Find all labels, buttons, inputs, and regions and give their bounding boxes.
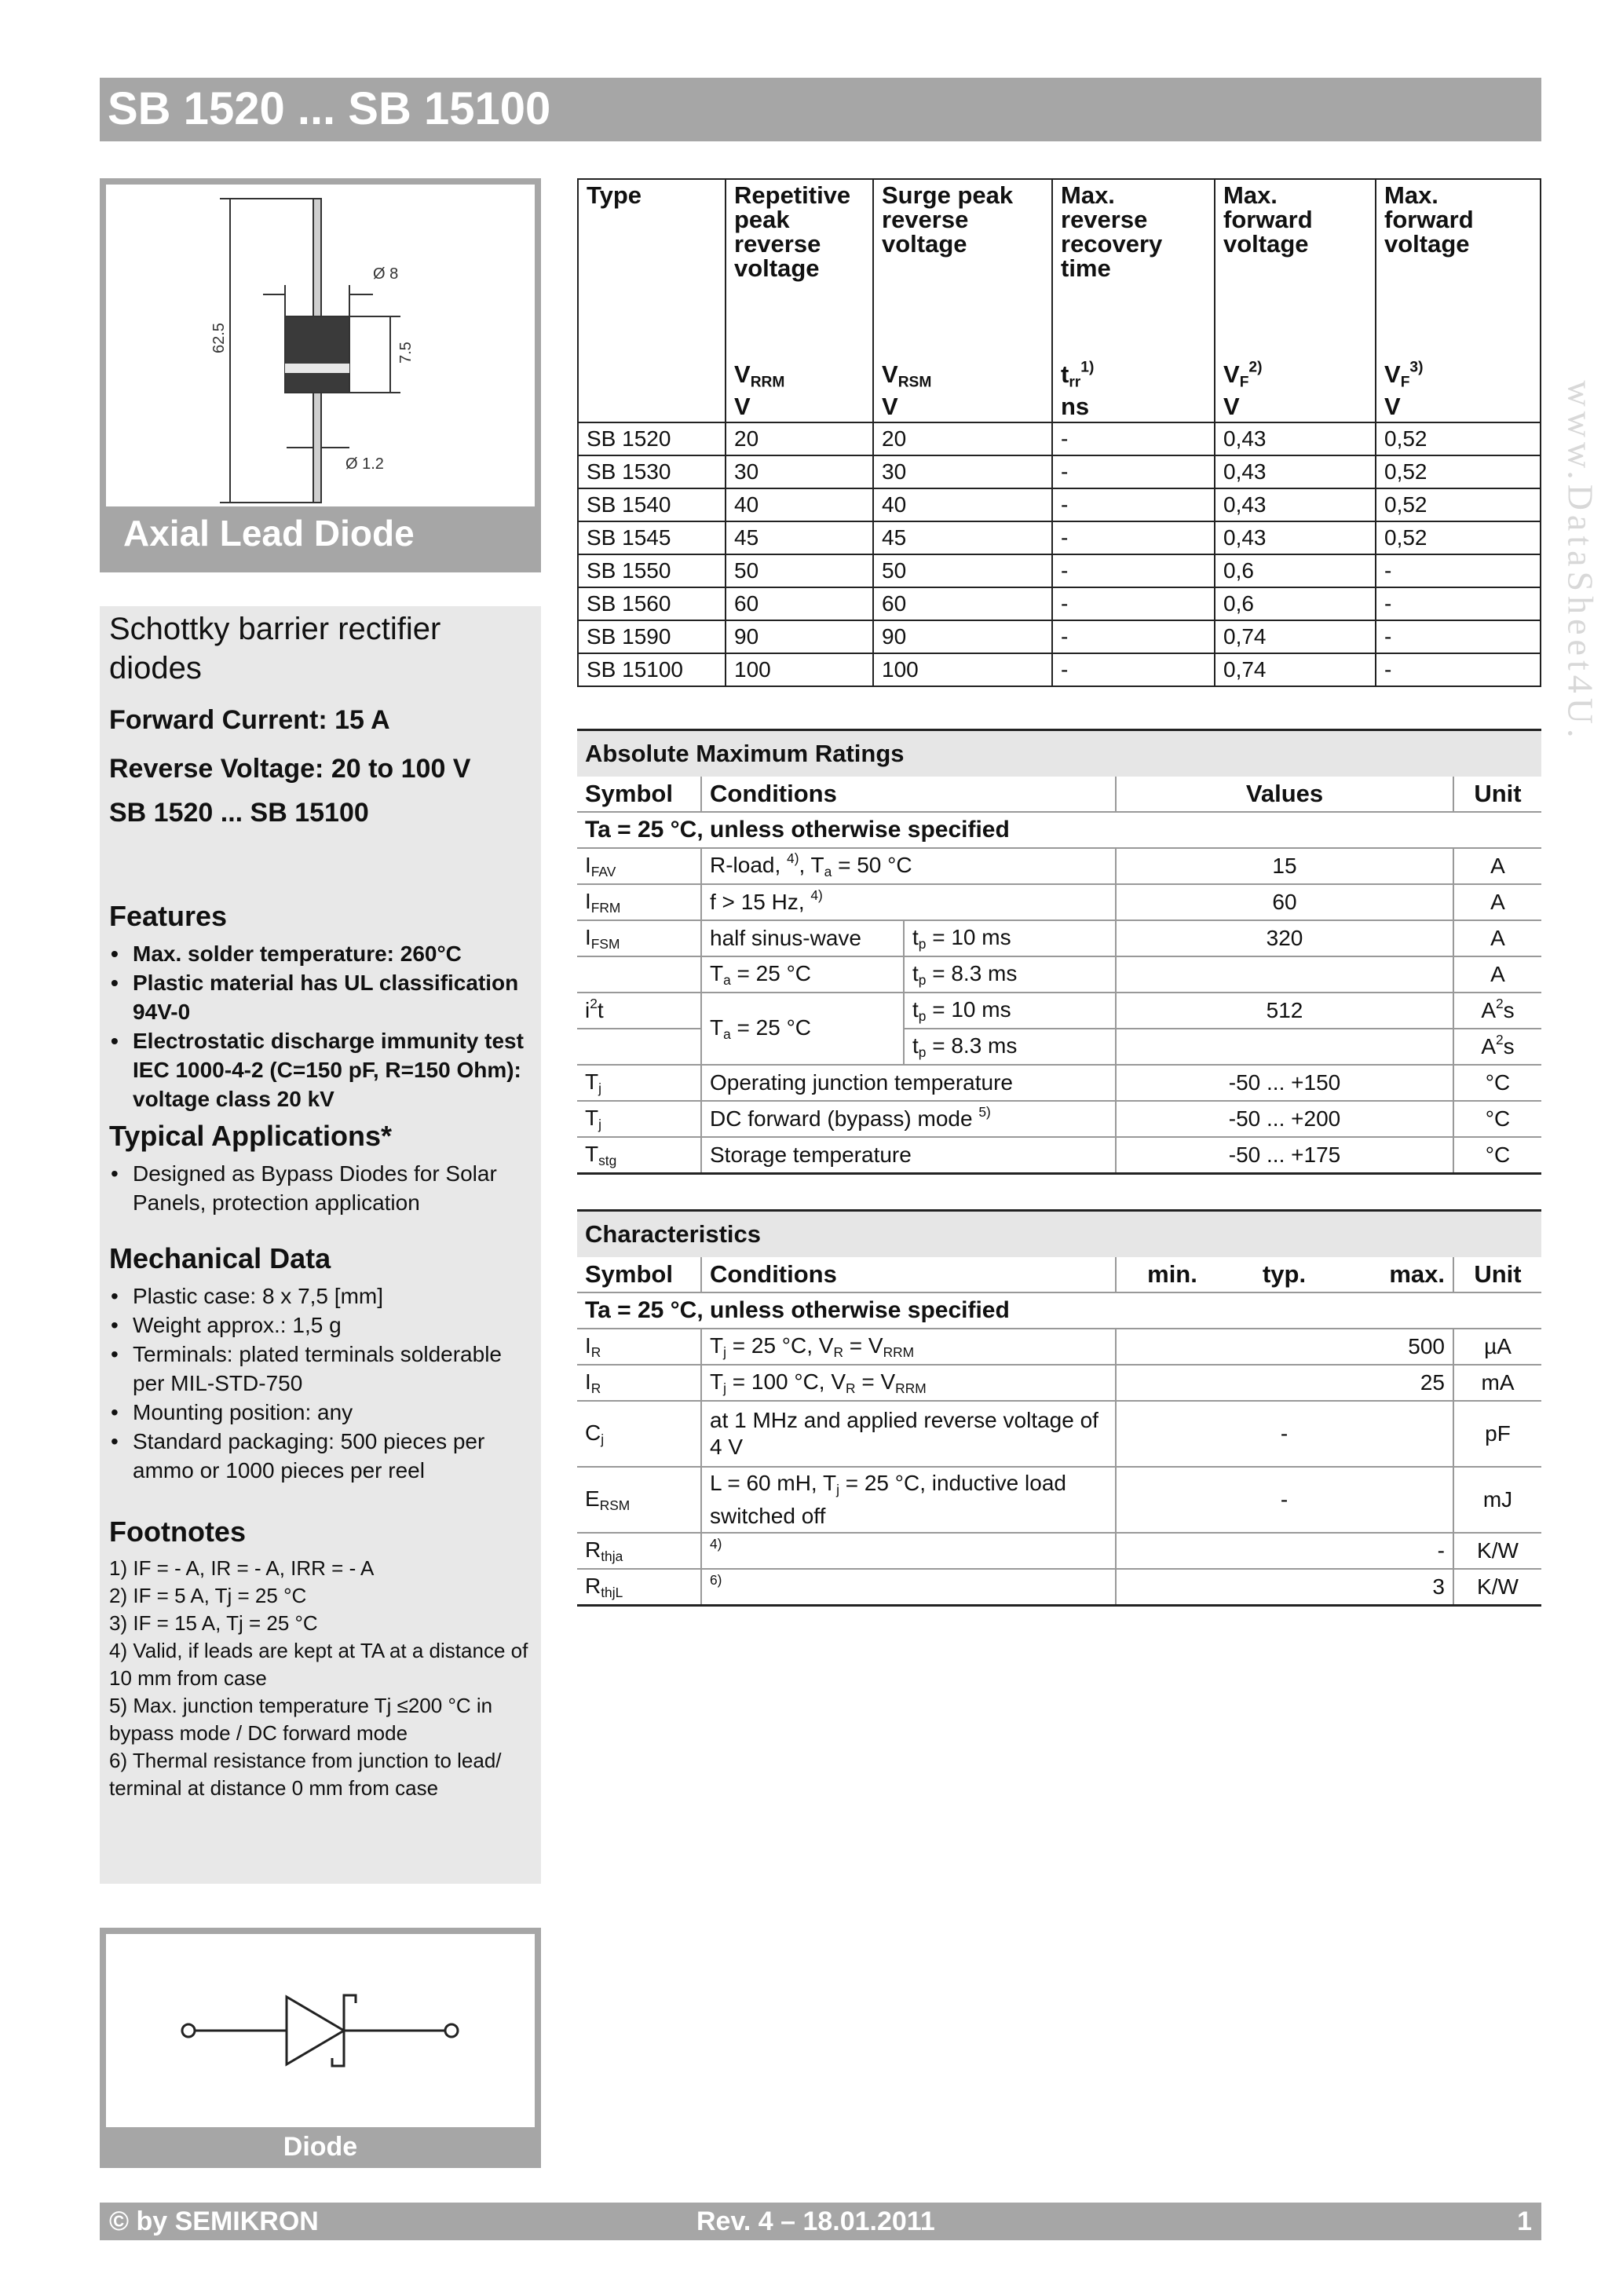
footnote-3: 3) IF = 15 A, Tj = 25 °C [109,1611,318,1635]
characteristics-table [577,1209,1541,1607]
table-cell: - [1376,587,1541,620]
type-table-header [578,179,1541,422]
footnote-1: 1) IF = - A, IR = - A, IRR = - A [109,1556,375,1580]
table-cell: - [1052,455,1215,488]
table-cell: - [1376,554,1541,587]
package-box [100,178,541,572]
table-row: $R_{thjL}$ $^{6)}$ 3 K/W [577,1569,1541,1606]
type-table-body [578,422,1541,686]
dim-diameter: Ø 8 [373,265,399,283]
table-row [578,488,1541,521]
table-caption: Characteristics [577,1211,1541,1258]
table-row [578,422,1541,455]
table-cell: 0,6 [1215,587,1376,620]
table-cell: - [1376,653,1541,686]
table-cell: 30 [873,455,1052,488]
table-cell: 0,52 [1376,455,1541,488]
table-row: $I_R$ $T_j = 100$ °C, $V_R = V_{RRM}$ 25 mA [577,1365,1541,1401]
table-cell: 0,52 [1376,488,1541,521]
table-cell: 0,43 [1215,521,1376,554]
list-item: • Plastic case: 8 x 7,5 [mm] [109,1281,530,1311]
info-panel [100,606,541,1884]
table-cell: SB 1530 [578,455,726,488]
table-subheader: Ta = 25 °C, unless otherwise specified [577,1292,1541,1329]
table-row: $I_{FSM}$ half sinus-wave $t_p = 10$ ms 320 A [577,920,1541,956]
dim-body: 7.5 [397,342,415,364]
table-row: $E_{RSM}$ L = 60 mH, $T_j = 25$ °C, inductive load switched off - mJ [577,1467,1541,1533]
table-cell: 30 [726,455,873,488]
table-cell: 60 [726,587,873,620]
table-cell: SB 1545 [578,521,726,554]
table-cell: SB 15100 [578,653,726,686]
table-subheader: Ta = 25 °C, unless otherwise specified [577,812,1541,848]
table-caption: Absolute Maximum Ratings [577,730,1541,777]
table-row: $C_j$ at 1 MHz and applied reverse voltage of 4 V - pF [577,1401,1541,1467]
table-cell: 20 [873,422,1052,455]
table-cell: 0,52 [1376,521,1541,554]
footer-copyright: © by SEMIKRON [109,2206,319,2236]
table-row [578,554,1541,587]
table-cell: 90 [873,620,1052,653]
applications-title: Typical Applications* [109,1120,393,1152]
table-row: $R_{thja}$ $^{4)}$ - K/W [577,1533,1541,1569]
footnotes-title: Footnotes [109,1515,246,1548]
reverse-voltage: Reverse Voltage: 20 to 100 V [109,754,471,784]
table-cell: 90 [726,620,873,653]
table-cell: SB 1540 [578,488,726,521]
table-cell: SB 1560 [578,587,726,620]
product-description: Schottky barrier rectifier diodes [109,612,441,686]
footer-revision: Rev. 4 – 18.01.2011 [696,2206,935,2236]
table-cell: SB 1550 [578,554,726,587]
table-cell: 40 [726,488,873,521]
list-item: • Designed as Bypass Diodes for Solar Panels, protection application [109,1159,530,1217]
list-item: • Terminals: plated terminals solderable per MIL-STD-750 [109,1340,530,1398]
table-cell: - [1052,422,1215,455]
symbol-drawing [106,1934,535,2127]
table-cell: - [1052,587,1215,620]
footnotes [109,1555,533,1802]
table-cell: - [1052,521,1215,554]
table-cell: 40 [873,488,1052,521]
footer-page-number: 1 [1517,2206,1532,2236]
footer [100,2203,1541,2240]
table-cell: 45 [726,521,873,554]
list-item: • Standard packaging: 500 pieces per ammo or 1000 pieces per reel [109,1427,530,1485]
footnote-6: 6) Thermal resistance from junction to lead/ terminal at distance 0 mm from case [109,1749,502,1800]
forward-current: Forward Current: 15 A [109,705,390,735]
table-cell: 0,74 [1215,620,1376,653]
table-cell: 100 [726,653,873,686]
table-header: Symbol Conditions min. typ. max. Unit [577,1257,1541,1292]
table-header: Symbol Conditions Values Unit [577,777,1541,812]
table-cell: 50 [726,554,873,587]
features-title: Features [109,900,228,932]
table-row [578,653,1541,686]
axial-diode-outline-icon [106,185,535,506]
header-cell: Repetitive peak reverse voltage $V_{RRM}$ V [726,179,873,422]
table-cell: - [1052,554,1215,587]
header-cell: Max. reverse recovery time $t_{rr}^{1)}$ ns [1052,179,1215,422]
table-cell: - [1052,620,1215,653]
header-cell: Max. forward voltage $V_F^{2)}$ V [1215,179,1376,422]
features-list [109,939,530,1113]
table-cell: 0,43 [1215,455,1376,488]
header-cell: Type [578,179,726,422]
mechanical-title: Mechanical Data [109,1242,331,1274]
mechanical-list [109,1281,530,1485]
table-row [578,620,1541,653]
table-row: $t_p = 8.3$ ms $A^2s$ [577,1029,1541,1065]
page-title: SB 1520 ... SB 15100 [108,83,551,134]
table-cell: 0,52 [1376,422,1541,455]
table-row: $T_j$ Operating junction temperature -50 ... +150 °C [577,1065,1541,1101]
watermark-text: www.DataSheet4U. [1560,380,1601,743]
table-row [578,455,1541,488]
table-row [578,521,1541,554]
table-row: $T_{stg}$ Storage temperature -50 ... +175 °C [577,1137,1541,1174]
footnote-2: 2) IF = 5 A, Tj = 25 °C [109,1584,307,1607]
applications-list [109,1159,530,1217]
table-row: $I_{FRM}$ f > 15 Hz, $^{4)}$ 60 A [577,884,1541,920]
package-title: Axial Lead Diode [123,513,415,554]
table-cell: 100 [873,653,1052,686]
table-cell: 0,6 [1215,554,1376,587]
table-row: $i^2t$ $T_a = 25$ °C $t_p = 10$ ms 512 $A^2s$ [577,993,1541,1029]
table-row: $I_{FAV}$ R-load, $^{4)}$, $T_a = 50$ °C 15 A [577,848,1541,884]
table-cell: 50 [873,554,1052,587]
watermark [1553,306,1608,817]
list-item: • Max. solder temperature: 260°C [109,939,530,968]
table-cell: 0,74 [1215,653,1376,686]
title-bar [100,78,1541,141]
absolute-max-ratings-table [577,729,1541,1175]
header-cell: Surge peak reverse voltage $V_{RSM}$ V [873,179,1052,422]
dim-lead: Ø 1.2 [345,455,384,473]
table-cell: SB 1520 [578,422,726,455]
table-cell: - [1052,653,1215,686]
footnote-5: 5) Max. junction temperature Tj ≤200 °C in bypass mode / DC forward mode [109,1694,493,1745]
footnote-4: 4) Valid, if leads are kept at TA at a distance of 10 mm from case [109,1639,528,1690]
table-row: $T_j$ DC forward (bypass) mode $^{5)}$ -50 ... +200 °C [577,1101,1541,1137]
table-cell: 60 [873,587,1052,620]
symbol-title: Diode [283,2132,358,2162]
list-item: • Weight approx.: 1,5 g [109,1311,530,1340]
list-item: • Electrostatic discharge immunity test IEC 1000-4-2 (C=150 pF, R=150 Ohm): voltage class 20 kV [109,1026,530,1113]
type-range: SB 1520 ... SB 15100 [109,798,369,828]
table-row: $T_a = 25$ °C $t_p = 8.3$ ms A [577,956,1541,993]
table-cell: - [1052,488,1215,521]
list-item: • Plastic material has UL classification 94V-0 [109,968,530,1026]
table-cell: 20 [726,422,873,455]
schottky-diode-symbol-icon [106,1934,535,2127]
table-cell: - [1376,620,1541,653]
table-row [578,587,1541,620]
list-item: • Mounting position: any [109,1398,530,1427]
symbol-box [100,1928,541,2168]
table-cell: 45 [873,521,1052,554]
table-cell: 0,43 [1215,422,1376,455]
dim-length: 62.5 [210,323,228,353]
package-drawing [106,185,535,506]
table-row: $I_R$ $T_j = 25$ °C, $V_R = V_{RRM}$ 500 µA [577,1329,1541,1365]
header-cell: Max. forward voltage $V_F^{3)}$ V [1376,179,1541,422]
table-cell: 0,43 [1215,488,1376,521]
table-cell: SB 1590 [578,620,726,653]
type-table [577,178,1541,687]
